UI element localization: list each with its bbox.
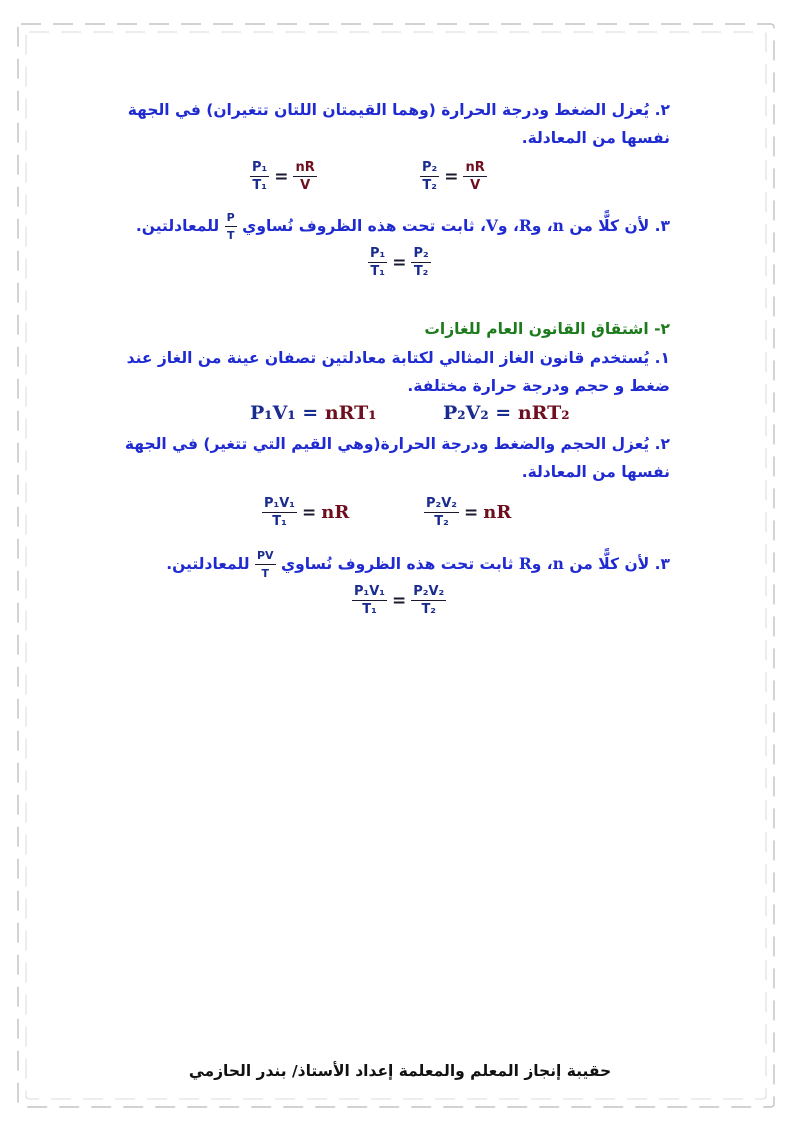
block1-step3 bbox=[136, 210, 670, 243]
pt-num: P bbox=[225, 210, 237, 227]
block2-result: $\frac{\text{P₁V₁}}{\text{T₁}}$ = $\frac{\text{P₂V₂}}{\text{T₂}}$ bbox=[354, 584, 445, 617]
step3-prefix: ٣. لأن كلًّا من bbox=[569, 217, 670, 235]
eq-a-rhs-num: nR bbox=[295, 160, 315, 175]
pt-fraction bbox=[225, 210, 237, 243]
eq-a-rhs-den: V bbox=[300, 178, 311, 193]
conj-2: ، و bbox=[497, 217, 519, 235]
eq2-rhs: nRT₂ bbox=[517, 402, 570, 424]
pv-t-fraction bbox=[255, 548, 276, 581]
step3-middle: ، ثابت تحت هذه الظروف نُساوي bbox=[242, 217, 486, 235]
b2-var-r: R bbox=[518, 554, 532, 573]
page-footer: حقيبة إنجاز المعلم والمعلمة إعداد الأستاذ/ بندر الحازمي bbox=[188, 1062, 612, 1080]
feq2-num: P₂V₂ bbox=[426, 496, 457, 511]
eq-b-den: T₂ bbox=[422, 178, 437, 193]
step3-suffix: للمعادلتين. bbox=[135, 217, 220, 235]
block2-eq2: P₂V₂ = nRT₂ bbox=[443, 402, 570, 424]
eq1-lhs: P₁V₁ bbox=[250, 402, 296, 424]
pvt-den: T bbox=[261, 567, 270, 580]
eq-a-den: T₁ bbox=[252, 178, 267, 193]
feq1-rhs: nR bbox=[321, 502, 350, 523]
res1-left-num: P₁ bbox=[370, 246, 386, 261]
section-heading: ٢- اشتقاق القانون العام للغازات bbox=[424, 320, 670, 338]
pvt-num: PV bbox=[255, 548, 276, 565]
res2-right-num: P₂V₂ bbox=[413, 584, 445, 599]
pt-den: T bbox=[226, 229, 235, 242]
feq1-num: P₁V₁ bbox=[264, 496, 295, 511]
block1-step2: ٢. يُعزل الضغط ودرجة الحرارة (وهما القيمتان اللتان تتغيران) في الجهة نفسها من المعادلة. bbox=[127, 101, 670, 147]
block2-frac-eq2: $\frac{\text{P₂V₂}}{\text{T₂}}$ = nR bbox=[426, 496, 512, 529]
block2-frac-eq1: $\frac{\text{P₁V₁}}{\text{T₁}}$ = nR bbox=[264, 496, 350, 529]
res1-right-num: P₂ bbox=[413, 246, 429, 261]
b2-step3-suffix: للمعادلتين. bbox=[166, 555, 250, 573]
res1-right-den: T₂ bbox=[413, 264, 429, 279]
eq2-lhs: P₂V₂ bbox=[443, 402, 489, 424]
b2-var-n: n bbox=[552, 554, 564, 573]
res1-left-den: T₁ bbox=[370, 264, 385, 279]
feq2-rhs: nR bbox=[483, 502, 512, 523]
feq1-den: T₁ bbox=[272, 514, 287, 529]
block1-equation-a: $\frac{\text{P₁}}{\text{T₁}}$ = $\frac{nR}{V}$ bbox=[252, 160, 315, 193]
b2-step3-middle: ثابت تحت هذه الظروف نُساوي bbox=[280, 555, 514, 573]
b2-step3-prefix: ٣. لأن كلًّا من bbox=[569, 555, 670, 573]
block2-step2: ٢. يُعزل الحجم والضغط ودرجة الحرارة(وهي القيم التي تتغير) في الجهة نفسها من المعادلة. bbox=[124, 435, 670, 481]
conj-1: ، و bbox=[531, 217, 553, 235]
res2-right-den: T₂ bbox=[421, 602, 436, 617]
var-n: n bbox=[552, 216, 564, 235]
res2-left-num: P₁V₁ bbox=[354, 584, 385, 599]
res2-left-den: T₁ bbox=[362, 602, 377, 617]
block1-equation-b: $\frac{\text{P₂}}{\text{T₂}}$ = $\frac{nR}{V}$ bbox=[422, 160, 485, 193]
b2-conj: ، و bbox=[531, 555, 553, 573]
eq-a-num: P₁ bbox=[252, 160, 268, 175]
var-v: V bbox=[485, 216, 498, 235]
block2-step3 bbox=[166, 548, 670, 581]
eq-b-num: P₂ bbox=[422, 160, 438, 175]
eq-b-rhs-num: nR bbox=[465, 160, 485, 175]
block2-eq1: P₁V₁ = nRT₁ bbox=[250, 402, 377, 424]
feq2-den: T₂ bbox=[434, 514, 449, 529]
eq1-rhs: nRT₁ bbox=[324, 402, 377, 424]
var-r: R bbox=[518, 216, 532, 235]
block2-step1: ١. يُستخدم قانون الغاز المثالي لكتابة معادلتين تصفان عينة من الغاز عند ضغط و حجم ودرجة حرارة مختلفة. bbox=[126, 349, 670, 395]
block1-result: $\frac{\text{P₁}}{\text{T₁}}$ = $\frac{\text{P₂}}{\text{T₂}}$ bbox=[370, 246, 429, 279]
eq-b-rhs-den: V bbox=[470, 178, 481, 193]
